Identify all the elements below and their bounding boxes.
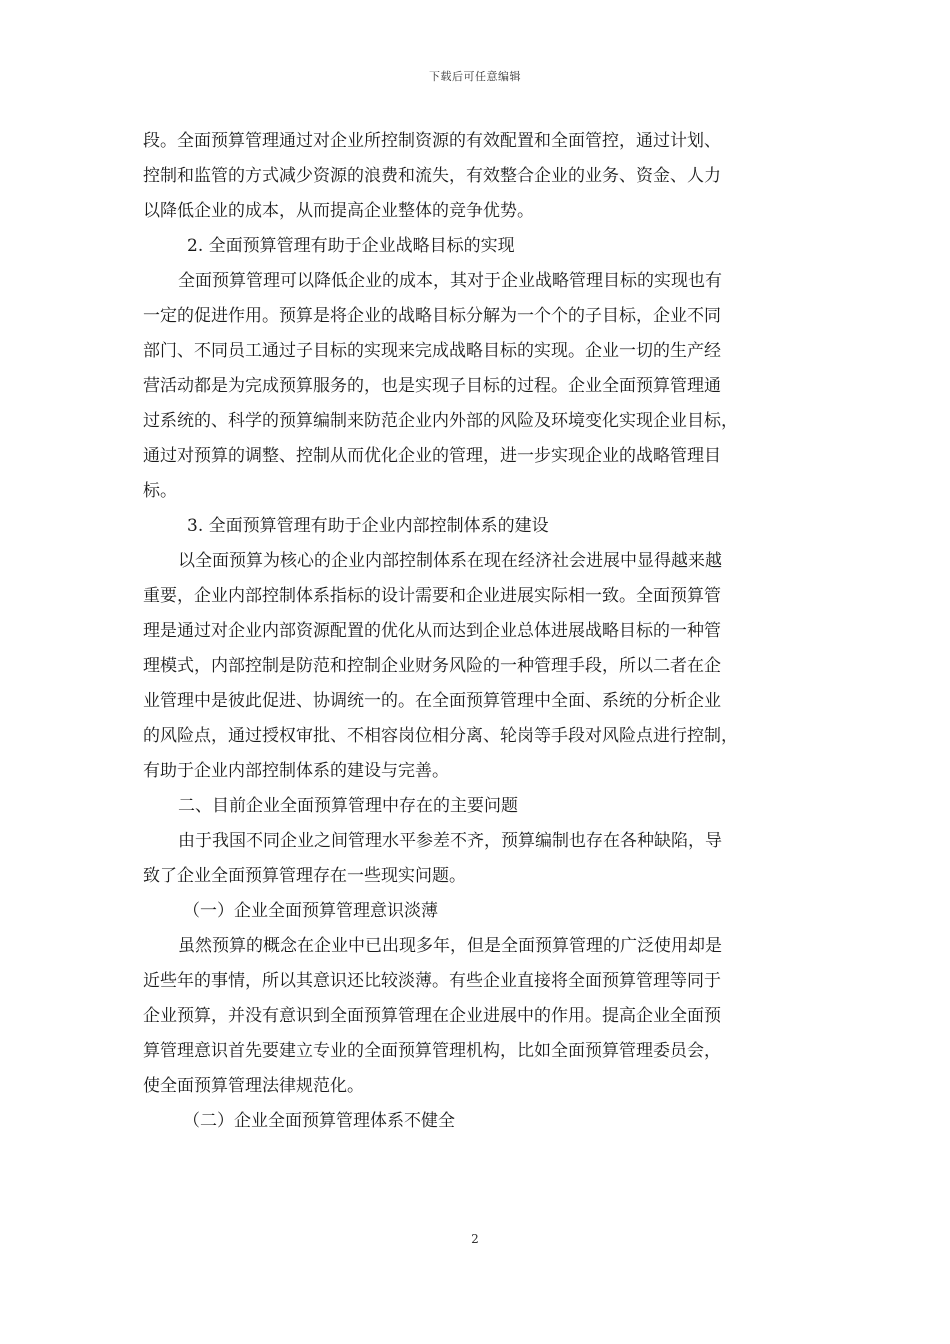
page-header: 下载后可任意编辑 [429, 70, 521, 83]
body-line: 使全面预算管理法律规范化。 [143, 1076, 364, 1096]
chapter-heading: 二、目前企业全面预算管理中存在的主要问题 [178, 796, 518, 816]
body-line: 由于我国不同企业之间管理水平参差不齐，预算编制也存在各种缺陷，导 [178, 831, 722, 851]
body-line: 致了企业全面预算管理存在一些现实问题。 [143, 866, 466, 886]
body-line: 重要，企业内部控制体系指标的设计需要和企业进展实际相一致。全面预算管 [143, 586, 721, 606]
body-line: 近些年的事情，所以其意识还比较淡薄。有些企业直接将全面预算管理等同于 [143, 971, 721, 991]
document-body [143, 124, 815, 1139]
body-line: 部门、不同员工通过子目标的实现来完成战略目标的实现。企业一切的生产经 [143, 341, 721, 361]
section-heading-2: 2. 全面预算管理有助于企业战略目标的实现 [187, 236, 515, 256]
body-line: 通过对预算的调整、控制从而优化企业的管理，进一步实现企业的战略管理目 [143, 446, 721, 466]
body-line: 企业预算，并没有意识到全面预算管理在企业进展中的作用。提高企业全面预 [143, 1006, 721, 1026]
body-line: 过系统的、科学的预算编制来防范企业内外部的风险及环境变化实现企业目标， [143, 411, 738, 431]
body-line: 营活动都是为完成预算服务的，也是实现子目标的过程。企业全面预算管理通 [143, 376, 721, 396]
body-line: 控制和监管的方式减少资源的浪费和流失，有效整合企业的业务、资金、人力 [143, 166, 721, 186]
body-line: 理是通过对企业内部资源配置的优化从而达到企业总体进展战略目标的一种管 [143, 621, 721, 641]
body-line: 以全面预算为核心的企业内部控制体系在现在经济社会进展中显得越来越 [178, 551, 722, 571]
body-line: 的风险点，通过授权审批、不相容岗位相分离、轮岗等手段对风险点进行控制， [143, 726, 738, 746]
body-line: 全面预算管理可以降低企业的成本，其对于企业战略管理目标的实现也有 [178, 271, 722, 291]
body-line: 理模式，内部控制是防范和控制企业财务风险的一种管理手段，所以二者在企 [143, 656, 721, 676]
body-line: 以降低企业的成本，从而提高企业整体的竞争优势。 [143, 201, 534, 221]
page-number: 2 [471, 1232, 479, 1246]
section-heading-3: 3. 全面预算管理有助于企业内部控制体系的建设 [187, 516, 549, 536]
subsection-heading-1: （一）企业全面预算管理意识淡薄 [183, 901, 438, 921]
body-line: 一定的促进作用。预算是将企业的战略目标分解为一个个的子目标，企业不同 [143, 306, 721, 326]
body-line: 业管理中是彼此促进、协调统一的。在全面预算管理中全面、系统的分析企业 [143, 691, 721, 711]
body-line: 段。全面预算管理通过对企业所控制资源的有效配置和全面管控，通过计划、 [143, 131, 721, 151]
body-line: 标。 [143, 481, 177, 501]
body-line: 有助于企业内部控制体系的建设与完善。 [143, 761, 449, 781]
body-line: 虽然预算的概念在企业中已出现多年，但是全面预算管理的广泛使用却是 [178, 936, 722, 956]
body-line: 算管理意识首先要建立专业的全面预算管理机构，比如全面预算管理委员会， [143, 1041, 721, 1061]
subsection-heading-2: （二）企业全面预算管理体系不健全 [183, 1111, 455, 1131]
